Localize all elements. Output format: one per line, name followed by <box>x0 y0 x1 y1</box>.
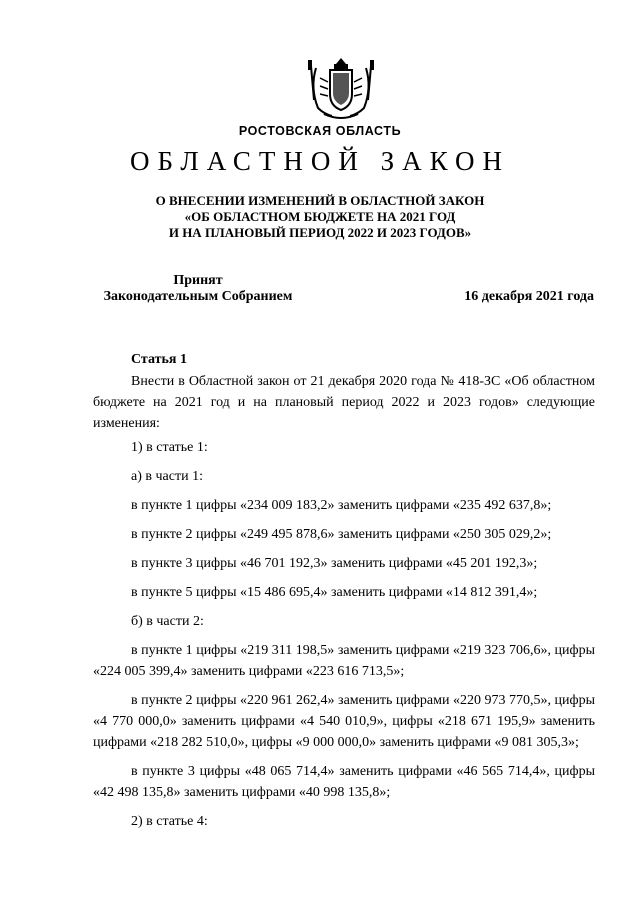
coat-of-arms-icon <box>302 54 380 124</box>
document-subject <box>0 193 640 241</box>
paragraph: 2) в статье 4: <box>131 814 208 829</box>
article-title: Статья 1 <box>131 352 187 367</box>
paragraph: 1) в статье 1: <box>131 440 208 455</box>
adoption-date: 16 декабря 2021 года <box>464 289 594 304</box>
paragraph: в пункте 1 цифры «234 009 183,2» заменить цифрами «235 492 637,8»; <box>131 498 552 513</box>
region-name: РОСТОВСКАЯ ОБЛАСТЬ <box>238 124 402 138</box>
article-body <box>93 371 595 840</box>
accepted-label: Принят <box>173 273 223 288</box>
adoption-block <box>93 273 303 305</box>
adopting-body: Законодательным Собранием <box>103 289 293 304</box>
paragraph: в пункте 1 цифры «219 311 198,5» заменить цифрами «219 323 706,6», цифры «224 005 399,4» заменить цифрами «223 616 713,5»; <box>93 643 595 679</box>
paragraph: Внести в Областной закон от 21 декабря 2020 года № 418-ЗС «Об областном бюджете на 2021 год и на плановый период 2022 и 2023 годов» следующие изменения: <box>93 374 595 431</box>
paragraph: б) в части 2: <box>131 614 204 629</box>
paragraph: в пункте 3 цифры «48 065 714,4» заменить цифрами «46 565 714,4», цифры «42 498 135,8» заменить цифрами «40 998 135,8»; <box>93 764 595 800</box>
paragraph: в пункте 3 цифры «46 701 192,3» заменить цифрами «45 201 192,3»; <box>131 556 538 571</box>
paragraph: в пункте 2 цифры «249 495 878,6» заменить цифрами «250 305 029,2»; <box>131 527 552 542</box>
subject-line: И НА ПЛАНОВЫЙ ПЕРИОД 2022 И 2023 ГОДОВ» <box>168 225 472 240</box>
paragraph: в пункте 5 цифры «15 486 695,4» заменить цифрами «14 812 391,4»; <box>131 585 538 600</box>
subject-line: О ВНЕСЕНИИ ИЗМЕНЕНИЙ В ОБЛАСТНОЙ ЗАКОН <box>155 193 485 208</box>
paragraph: в пункте 2 цифры «220 961 262,4» заменить цифрами «220 973 770,5», цифры «4 770 000,0» заменить цифрами «4 540 010,9», цифры «218 671 195,9» заменить цифрами «218 282 510,0», цифры «9 000 000,0» заменить цифрами «9 081 305,3»; <box>93 693 595 750</box>
subject-line: «ОБ ОБЛАСТНОМ БЮДЖЕТЕ НА 2021 ГОД <box>184 209 456 224</box>
paragraph: а) в части 1: <box>131 469 203 484</box>
document-type: ОБЛАСТНОЙ ЗАКОН <box>130 146 510 176</box>
